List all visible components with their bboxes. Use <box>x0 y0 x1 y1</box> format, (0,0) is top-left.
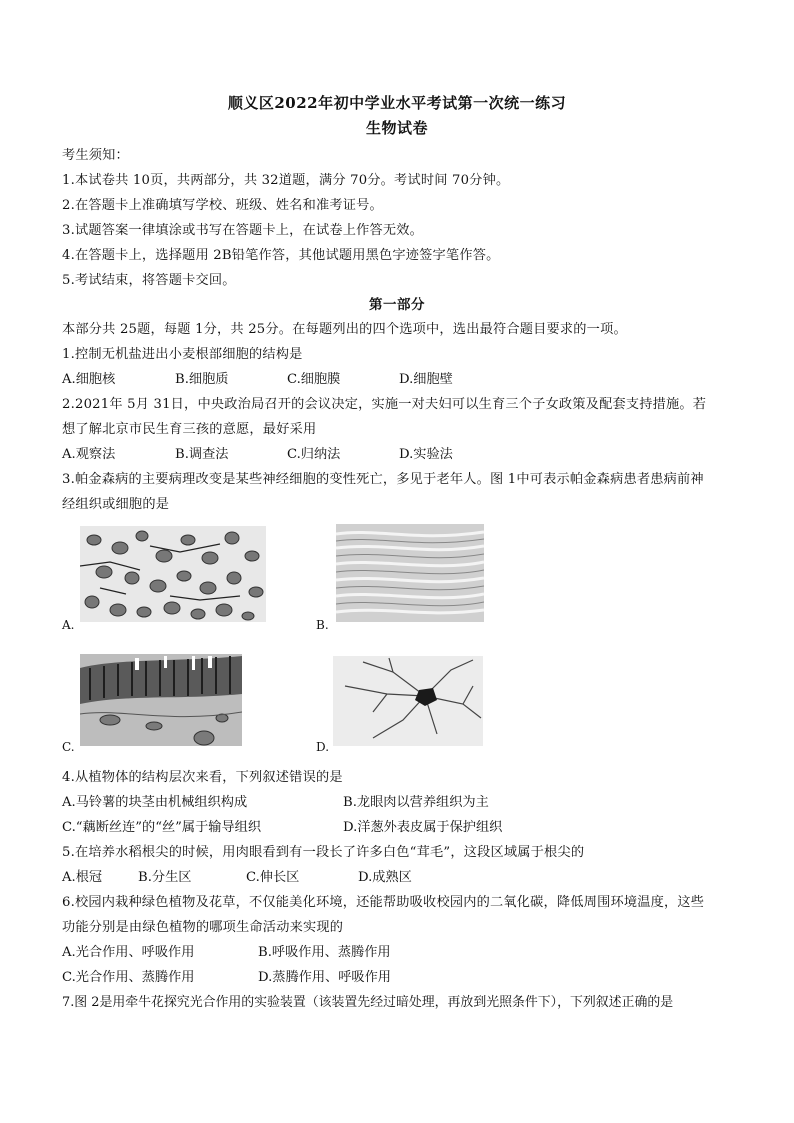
q2-option-a[interactable]: A.观察法 <box>62 447 116 462</box>
figure-label-a: A. <box>62 618 75 632</box>
q6-option-b[interactable]: B.呼吸作用、蒸腾作用 <box>258 945 391 960</box>
micrograph-b-image <box>336 524 484 622</box>
figure-label-b: B. <box>316 618 329 632</box>
q1-option-c[interactable]: C.细胞膜 <box>287 372 341 387</box>
exam-title: 顺义区2022年初中学业水平考试第一次统一练习 <box>227 94 567 112</box>
q4-option-a[interactable]: A.马铃薯的块茎由机械组织构成 <box>62 795 248 810</box>
q6-option-d[interactable]: D.蒸腾作用、呼吸作用 <box>258 970 391 985</box>
figure-label-c: C. <box>62 740 75 754</box>
figure-label-d: D. <box>316 740 330 754</box>
question-1-stem: 1.控制无机盐进出小麦根部细胞的结构是 <box>62 347 303 362</box>
q4-option-b[interactable]: B.龙眼肉以营养组织为主 <box>343 795 489 810</box>
q1-option-a[interactable]: A.细胞核 <box>62 372 116 387</box>
part-heading: 第一部分 <box>369 297 425 313</box>
question-7-stem: 7.图 2是用牵牛花探究光合作用的实验装置（该装置先经过暗处理，再放到光照条件下），下列叙述正确的是 <box>62 995 674 1010</box>
q6-option-a[interactable]: A.光合作用、呼吸作用 <box>62 945 195 960</box>
micrograph-d-image <box>333 656 483 746</box>
q6-option-c[interactable]: C.光合作用、蒸腾作用 <box>62 970 195 985</box>
q1-option-d[interactable]: D.细胞壁 <box>399 372 453 387</box>
q2-option-d[interactable]: D.实验法 <box>399 447 453 462</box>
q4-option-c[interactable]: C.“藕断丝连”的“丝”属于输导组织 <box>62 820 262 835</box>
question-4-stem: 4.从植物体的结构层次来看，下列叙述错误的是 <box>62 770 343 785</box>
q5-option-d[interactable]: D.成熟区 <box>358 870 412 885</box>
notice-item: 4.在答题卡上，选择题用 2B铅笔作答，其他试题用黑色字迹签字笔作答。 <box>62 248 500 263</box>
micrograph-a-image <box>80 526 266 622</box>
exam-subtitle: 生物试卷 <box>365 119 428 137</box>
notice-item: 3.试题答案一律填涂或书写在答题卡上，在试卷上作答无效。 <box>62 223 424 238</box>
question-2-stem: 2.2021年 5月 31日，中央政治局召开的会议决定，实施一对夫妇可以生育三个子女政策及配套支持措施。若 <box>62 397 707 412</box>
question-3-stem: 3.帕金森病的主要病理改变是某些神经细胞的变性死亡，多见于老年人。图 1中可表示帕金森病患者患病前神 <box>62 472 704 487</box>
question-2-stem-cont: 想了解北京市民生育三孩的意愿，最好采用 <box>62 422 317 437</box>
q5-option-c[interactable]: C.伸长区 <box>246 870 300 885</box>
q5-option-b[interactable]: B.分生区 <box>138 870 192 885</box>
question-3-stem-cont: 经组织或细胞的是 <box>62 497 170 512</box>
part-intro: 本部分共 25题，每题 1分，共 25分。在每题列出的四个选项中，选出最符合题目要求的一项。 <box>62 322 627 337</box>
question-6-stem-cont: 功能分别是由绿色植物的哪项生命活动来实现的 <box>62 920 344 935</box>
notice-heading: 考生须知： <box>62 148 129 163</box>
question-5-stem: 5.在培养水稻根尖的时候，用肉眼看到有一段长了许多白色“茸毛”，这段区域属于根尖的 <box>62 845 585 860</box>
q4-option-d[interactable]: D.洋葱外表皮属于保护组织 <box>343 820 503 835</box>
q5-option-a[interactable]: A.根冠 <box>62 870 103 885</box>
q2-option-c[interactable]: C.归纳法 <box>287 447 341 462</box>
micrograph-c-image <box>80 654 242 746</box>
question-6-stem: 6.校园内栽种绿色植物及花草，不仅能美化环境，还能帮助吸收校园内的二氧化碳，降低周围环境温度，这些 <box>62 895 705 910</box>
notice-item: 5.考试结束，将答题卡交回。 <box>62 273 236 288</box>
q1-option-b[interactable]: B.细胞质 <box>175 372 229 387</box>
notice-item: 1.本试卷共 10页，共两部分，共 32道题，满分 70分。考试时间 70分钟。 <box>62 173 510 188</box>
q2-option-b[interactable]: B.调查法 <box>175 447 229 462</box>
notice-item: 2.在答题卡上准确填写学校、班级、姓名和准考证号。 <box>62 198 383 213</box>
